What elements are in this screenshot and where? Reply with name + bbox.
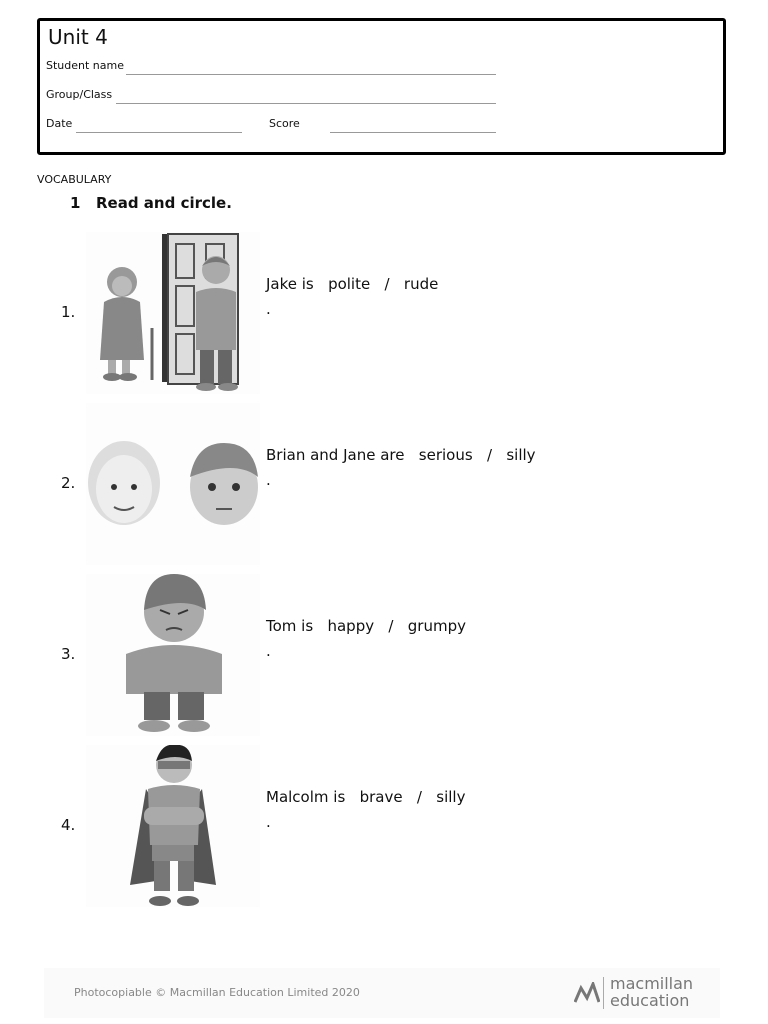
brand-line-1: macmillan — [610, 974, 694, 993]
option-a[interactable]: happy — [327, 617, 375, 635]
group-class-field[interactable] — [116, 103, 496, 104]
option-separator: / — [416, 788, 422, 806]
page-footer — [44, 968, 720, 1018]
grumpy-boy-illustration — [86, 574, 260, 736]
instruction-number: 1 — [70, 194, 81, 212]
option-b[interactable]: rude — [403, 275, 439, 293]
logo-divider — [603, 977, 604, 1009]
item-period: . — [266, 642, 271, 660]
score-field[interactable] — [330, 132, 496, 133]
date-field[interactable] — [76, 132, 242, 133]
item-subject: Malcolm is — [266, 788, 346, 806]
option-separator: / — [486, 446, 493, 464]
item-row-3 — [0, 574, 768, 739]
copyright-notice: Photocopiable © Macmillan Education Limited 2020 — [74, 986, 360, 999]
item-number: 4. — [61, 816, 76, 834]
section-heading: VOCABULARY — [37, 173, 112, 186]
item-subject: Jake is — [266, 275, 314, 293]
option-b[interactable]: grumpy — [407, 617, 466, 635]
option-a[interactable]: serious — [418, 446, 473, 464]
brand-line-2: education — [610, 991, 690, 1010]
macmillan-logo — [572, 974, 722, 1014]
item-row-1 — [0, 232, 768, 397]
item-number: 2. — [61, 474, 76, 492]
macmillan-logo-icon — [574, 982, 600, 1004]
option-a[interactable]: polite — [328, 275, 371, 293]
polite-boy-illustration — [86, 232, 260, 394]
option-separator: / — [388, 617, 394, 635]
instruction — [70, 194, 232, 212]
item-sentence — [266, 446, 536, 464]
student-info-box — [37, 18, 726, 155]
option-b[interactable]: silly — [436, 788, 466, 806]
option-a[interactable]: brave — [359, 788, 403, 806]
item-sentence — [266, 617, 466, 635]
student-name-field[interactable] — [126, 74, 496, 75]
item-row-2 — [0, 403, 768, 568]
option-separator: / — [384, 275, 390, 293]
item-number: 1. — [61, 303, 76, 321]
brave-superhero-illustration — [86, 745, 260, 907]
item-subject: Tom is — [266, 617, 314, 635]
item-number: 3. — [61, 645, 76, 663]
item-sentence — [266, 788, 465, 806]
item-period: . — [266, 471, 271, 489]
student-name-label: Student name — [46, 59, 124, 72]
item-sentence — [266, 275, 438, 293]
item-subject: Brian and Jane are — [266, 446, 405, 464]
serious-faces-illustration — [86, 403, 260, 565]
item-period: . — [266, 300, 271, 318]
option-b[interactable]: silly — [506, 446, 536, 464]
instruction-text: Read and circle. — [96, 194, 232, 212]
date-label: Date — [46, 117, 73, 130]
unit-title: Unit 4 — [48, 25, 108, 49]
item-period: . — [266, 813, 271, 831]
score-label: Score — [269, 117, 300, 130]
item-row-4 — [0, 745, 768, 910]
group-class-label: Group/Class — [46, 88, 113, 101]
